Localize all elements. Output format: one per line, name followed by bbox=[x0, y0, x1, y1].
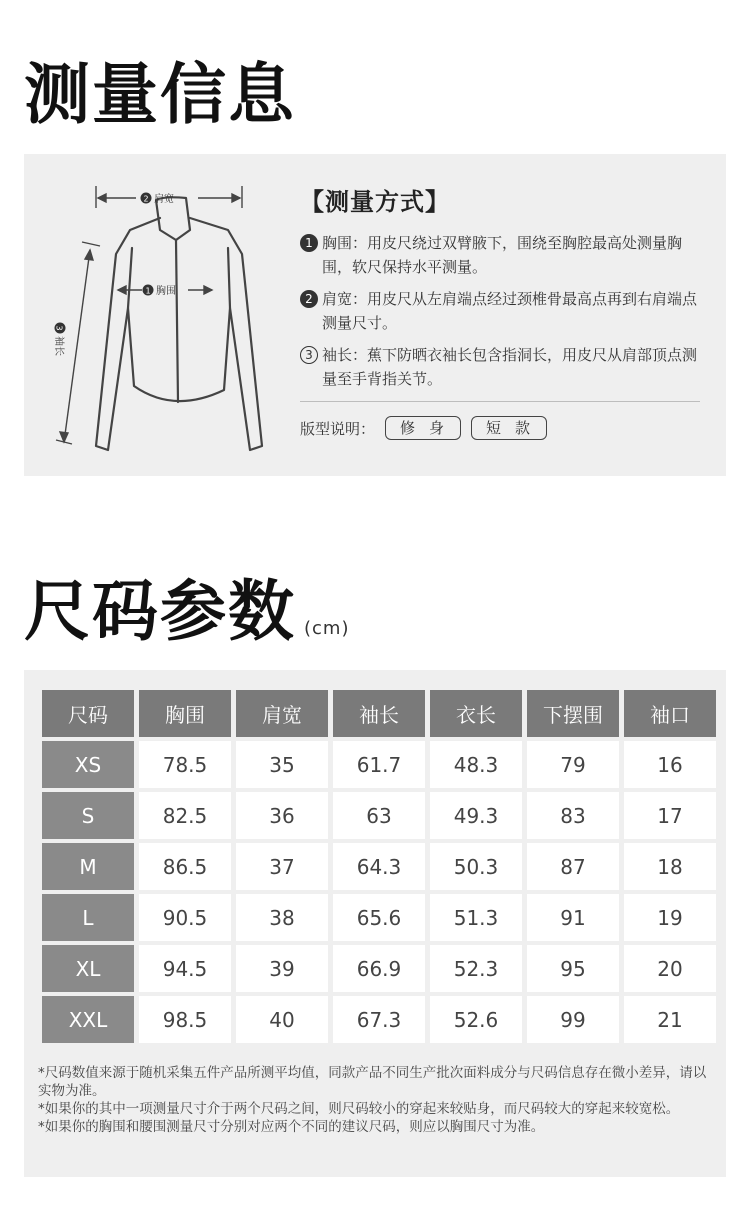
table-cell: 40 bbox=[236, 996, 328, 1043]
note-line: *如果你的胸围和腰围测量尺寸分别对应两个不同的建议尺码，则应以胸围尺寸为准。 bbox=[38, 1119, 545, 1135]
svg-text:1: 1 bbox=[145, 286, 151, 296]
table-cell: 49.3 bbox=[430, 792, 522, 839]
fit-tag-short: 短款 bbox=[471, 416, 547, 440]
header-cell: 袖口 bbox=[624, 690, 716, 737]
table-cell: 90.5 bbox=[139, 894, 231, 941]
table-cell: 35 bbox=[236, 741, 328, 788]
table-cell: 36 bbox=[236, 792, 328, 839]
jacket-diagram bbox=[44, 168, 284, 468]
table-cell: 86.5 bbox=[139, 843, 231, 890]
method-item bbox=[300, 231, 710, 279]
number-badge: 3 bbox=[300, 346, 318, 364]
table-cell: 21 bbox=[624, 996, 716, 1043]
table-row bbox=[42, 945, 716, 992]
size-cell: M bbox=[42, 843, 134, 890]
unit-label: (cm) bbox=[304, 618, 350, 639]
table-cell: 17 bbox=[624, 792, 716, 839]
table-cell: 63 bbox=[333, 792, 425, 839]
size-cell: XXL bbox=[42, 996, 134, 1043]
header-cell: 肩宽 bbox=[236, 690, 328, 737]
measure-panel bbox=[24, 154, 726, 476]
divider bbox=[300, 401, 700, 402]
sleeve-label: 袖长 bbox=[53, 336, 64, 356]
size-cell: S bbox=[42, 792, 134, 839]
method-text: 胸围：用皮尺绕过双臂腋下，围绕至胸腔最高处测量胸围，软尺保持水平测量。 bbox=[322, 234, 683, 276]
table-cell: 66.9 bbox=[333, 945, 425, 992]
size-panel bbox=[24, 670, 726, 1177]
table-cell: 64.3 bbox=[333, 843, 425, 890]
fit-description bbox=[300, 416, 710, 440]
table-row bbox=[42, 792, 716, 839]
table-cell: 48.3 bbox=[430, 741, 522, 788]
table-cell: 94.5 bbox=[139, 945, 231, 992]
table-cell: 52.6 bbox=[430, 996, 522, 1043]
table-row bbox=[42, 894, 716, 941]
table-row bbox=[42, 741, 716, 788]
size-table bbox=[42, 690, 716, 1047]
size-cell: L bbox=[42, 894, 134, 941]
size-cell: XS bbox=[42, 741, 134, 788]
table-cell: 87 bbox=[527, 843, 619, 890]
table-cell: 65.6 bbox=[333, 894, 425, 941]
method-text: 袖长：蕉下防晒衣袖长包含指洞长，用皮尺从肩部顶点测量至手背指关节。 bbox=[322, 346, 698, 388]
measure-title: 测量信息 bbox=[24, 56, 296, 133]
table-cell: 82.5 bbox=[139, 792, 231, 839]
table-cell: 91 bbox=[527, 894, 619, 941]
table-cell: 67.3 bbox=[333, 996, 425, 1043]
number-badge: 1 bbox=[300, 234, 318, 252]
fit-tag-slim: 修身 bbox=[385, 416, 461, 440]
table-cell: 51.3 bbox=[430, 894, 522, 941]
method-item bbox=[300, 343, 710, 391]
header-cell: 尺码 bbox=[42, 690, 134, 737]
table-cell: 16 bbox=[624, 741, 716, 788]
table-row bbox=[42, 843, 716, 890]
table-cell: 98.5 bbox=[139, 996, 231, 1043]
svg-text:2: 2 bbox=[143, 194, 149, 204]
size-notes bbox=[38, 1064, 718, 1136]
fit-label: 版型说明： bbox=[300, 419, 376, 438]
table-cell: 50.3 bbox=[430, 843, 522, 890]
method-title: 【测量方式】 bbox=[300, 188, 450, 216]
chest-label: 胸围 bbox=[156, 286, 176, 297]
method-text: 肩宽：用皮尺从左肩端点经过颈椎骨最高点再到右肩端点测量尺寸。 bbox=[322, 290, 698, 332]
table-cell: 38 bbox=[236, 894, 328, 941]
method-item bbox=[300, 287, 710, 335]
table-cell: 78.5 bbox=[139, 741, 231, 788]
table-cell: 83 bbox=[527, 792, 619, 839]
table-row bbox=[42, 996, 716, 1043]
table-cell: 20 bbox=[624, 945, 716, 992]
note-line: *如果你的其中一项测量尺寸介于两个尺码之间，则尺码较小的穿起来较贴身，而尺码较大的穿起来较宽松。 bbox=[38, 1101, 680, 1117]
size-title bbox=[24, 572, 349, 669]
table-header-row bbox=[42, 690, 716, 737]
header-cell: 衣长 bbox=[430, 690, 522, 737]
size-title-text: 尺码参数 bbox=[24, 573, 296, 650]
table-cell: 99 bbox=[527, 996, 619, 1043]
table-cell: 52.3 bbox=[430, 945, 522, 992]
header-cell: 胸围 bbox=[139, 690, 231, 737]
table-cell: 37 bbox=[236, 843, 328, 890]
table-cell: 79 bbox=[527, 741, 619, 788]
body-outline bbox=[96, 218, 262, 450]
shoulder-label: 肩宽 bbox=[154, 194, 174, 205]
note-line: *尺码数值来源于随机采集五件产品所测平均值，同款产品不同生产批次面料成分与尺码信息存在微小差异，请以实物为准。 bbox=[38, 1065, 707, 1099]
measure-method bbox=[300, 182, 710, 440]
number-badge: 2 bbox=[300, 290, 318, 308]
header-cell: 下摆围 bbox=[527, 690, 619, 737]
table-cell: 39 bbox=[236, 945, 328, 992]
table-cell: 61.7 bbox=[333, 741, 425, 788]
header-cell: 袖长 bbox=[333, 690, 425, 737]
svg-text:3: 3 bbox=[54, 325, 64, 331]
size-cell: XL bbox=[42, 945, 134, 992]
table-cell: 95 bbox=[527, 945, 619, 992]
table-cell: 18 bbox=[624, 843, 716, 890]
table-cell: 19 bbox=[624, 894, 716, 941]
